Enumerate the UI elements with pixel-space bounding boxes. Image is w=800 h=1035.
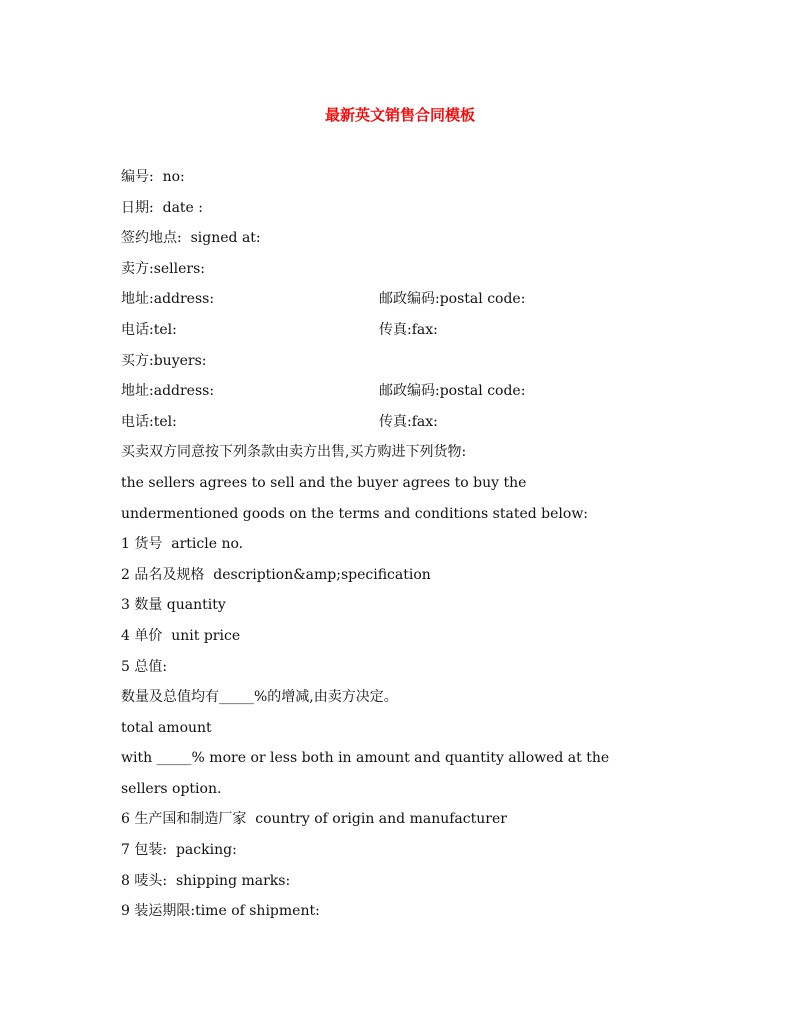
- clause-5-tolerance-chinese: 数量及总值均有_____%的增减,由卖方决定。: [121, 689, 398, 706]
- clause-8-shipping-marks: 8 唛头: shipping marks:: [121, 872, 291, 889]
- buyer-contact-row: [121, 411, 681, 442]
- clause-6-origin: 6 生产国和制造厂家 country of origin and manufacturer: [121, 811, 507, 828]
- seller-tel: 电话:tel:: [121, 321, 177, 338]
- date-line: 日期: date :: [121, 199, 204, 216]
- clause-5-total-amount: total amount: [121, 719, 212, 736]
- buyers-line: 买方:buyers:: [121, 352, 207, 369]
- agreement-chinese-line: 买卖双方同意按下列条款由卖方出售,买方购进下列货物:: [121, 444, 467, 461]
- seller-postal-code: 邮政编码:postal code:: [379, 291, 526, 308]
- clause-4-unit-price: 4 单价 unit price: [121, 627, 241, 644]
- sellers-line: 卖方:sellers:: [121, 260, 206, 277]
- clause-1-article-no: 1 货号 article no.: [121, 536, 244, 553]
- clause-2-description: 2 品名及规格 description&amp;specification: [121, 566, 431, 583]
- contract-number-line: 编号: no:: [121, 169, 185, 185]
- clause-3-quantity: 3 数量 quantity: [121, 597, 226, 614]
- agreement-english-line-1: the sellers agrees to sell and the buyer agrees to buy the: [121, 474, 527, 491]
- buyer-address-row: [121, 380, 681, 411]
- document-title: 最新英文销售合同模板: [324, 106, 475, 124]
- clause-7-packing: 7 包装: packing:: [121, 842, 237, 859]
- clause-5-tolerance-english-1: with _____% more or less both in amount and quantity allowed at the: [121, 750, 610, 767]
- buyer-postal-code: 邮政编码:postal code:: [379, 383, 526, 400]
- clause-9-time-of-shipment: 9 装运期限:time of shipment:: [121, 903, 320, 920]
- document-body: [121, 166, 681, 931]
- buyer-tel: 电话:tel:: [121, 413, 177, 430]
- seller-address: 地址:address:: [121, 291, 215, 308]
- buyer-fax: 传真:fax:: [379, 413, 438, 430]
- signed-at-line: 签约地点: signed at:: [121, 230, 261, 247]
- clause-5-total: 5 总值:: [121, 658, 168, 675]
- seller-contact-row: [121, 319, 681, 350]
- seller-address-row: [121, 288, 681, 319]
- agreement-english-line-2: undermentioned goods on the terms and conditions stated below:: [121, 505, 589, 522]
- buyer-address: 地址:address:: [121, 383, 215, 400]
- seller-fax: 传真:fax:: [379, 321, 438, 338]
- clause-5-tolerance-english-2: sellers option.: [121, 780, 222, 797]
